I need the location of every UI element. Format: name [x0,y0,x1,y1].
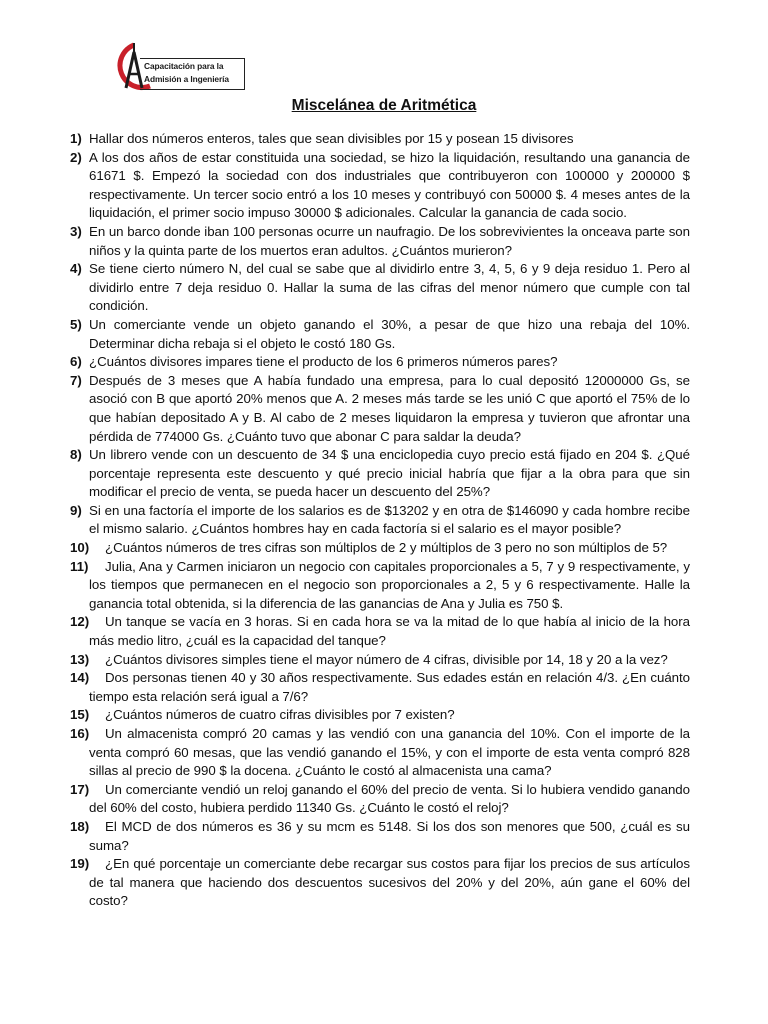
exercise-text: ¿Cuántos divisores simples tiene el mayor número de 4 cifras, divisible por 14, 18 y 20 a la vez? [105,651,668,667]
exercise-number: 7) [70,372,82,388]
exercise-text: ¿En qué porcentaje un comerciante debe recargar sus costos para fijar los precios de sus artículos de tal manera que haciendo dos descuentos sucesivos del 20% y del 20%, aún gane el 60% del costo? [89,856,690,909]
exercise-text: En un barco donde iban 100 personas ocurre un naufragio. De los sobrevivientes la onceava parte son niños y la quinta parte de los muertos eran adultos. ¿Cuántos murieron? [89,223,690,258]
exercise-item [70,372,690,446]
logo-line-1: Capacitación para la [144,61,224,71]
exercise-number: 18) [70,818,90,834]
exercise-item [70,725,690,781]
exercise-number: 1) [70,131,82,146]
exercise-item [70,316,690,353]
exercise-text: Un comerciante vendió un reloj ganando el 60% del precio de venta. Si lo hubiera vendido ganando del 60% del costo, hubiera perdido 11340 Gs. ¿Cuánto le costó el reloj? [89,781,690,816]
exercise-text: Julia, Ana y Carmen iniciaron un negocio con capitales proporcionales a 5, 7 y 9 respectivamente, y los tiempos que permanecen en el negocio son proporcionales a 2, 5 y 6 respectivamente. Halle la ganancia total obtenida, si la diferencia de las ganancias de Ana y Julia es 750 $. [89,558,690,611]
exercise-list [70,130,690,911]
logo [106,42,246,94]
exercise-item [70,706,690,725]
exercise-item [70,558,690,614]
exercise-text: Hallar dos números enteros, tales que sean divisibles por 15 y posean 15 divisores [89,131,574,146]
exercise-text: ¿Cuántos números de cuatro cifras divisibles por 7 existen? [105,707,455,723]
exercise-number: 19) [70,856,90,872]
exercise-item [70,818,690,855]
logo-line-2: Admisión a Ingeniería [144,74,229,84]
exercise-text: A los dos años de estar constituida una sociedad, se hizo la liquidación, resultando una ganancia de 61671 $. Empezó la sociedad con dos industriales que contribuyeron con 100000 y 200000 $ respectivamente. Un tercer socio entró a los 10 meses y contribuyó con 50000 $. 4 meses antes de la liquidación, el primer socio impuso 30000 $ adicionales. Calcular la ganancia de cada socio. [89,149,690,221]
exercise-item [70,353,690,372]
exercise-item [70,149,690,223]
exercise-number: 3) [70,223,82,239]
exercise-text: Si en una factoría el importe de los salarios es de $13202 y en otra de $146090 y cada hombre recibe el mismo salario. ¿Cuántos hombres hay en cada factoría si el salario es el mayor posible? [89,502,690,537]
exercise-text: El MCD de dos números es 36 y su mcm es 5148. Si los dos son menores que 500, ¿cuál es su suma? [89,818,690,853]
exercise-number: 9) [70,502,82,518]
exercise-number: 17) [70,781,90,797]
exercise-item [70,651,690,670]
exercise-number: 6) [70,354,82,370]
exercise-number: 8) [70,447,82,463]
exercise-number: 13) [70,651,90,667]
exercise-number: 4) [70,261,82,277]
exercise-text: Un almacenista compró 20 camas y las vendió con una ganancia del 10%. Con el importe de la venta compró 60 mesas, que las vendió ganando el 15%, y con el importe de esta venta compró 828 sillas al precio de 990 $ la docena. ¿Cuánto le costó al almacenista una cama? [89,726,690,779]
exercise-number: 12) [70,614,90,630]
exercise-item [70,669,690,706]
exercise-item [70,855,690,911]
exercise-number: 15) [70,707,90,723]
exercise-text: Dos personas tienen 40 y 30 años respectivamente. Sus edades están en relación 4/3. ¿En cuánto tiempo esta relación será igual a 7/6? [89,670,690,704]
exercise-number: 2) [70,149,82,165]
exercise-item [70,446,690,502]
exercise-item [70,781,690,818]
exercise-text: Un comerciante vende un objeto ganando el 30%, a pesar de que hizo una rebaja del 10%. Determinar dicha rebaja si el objeto le costó 180 Gs. [89,316,690,351]
exercise-text: Se tiene cierto número N, del cual se sabe que al dividirlo entre 3, 4, 5, 6 y 9 deja residuo 1. Pero al dividirlo entre 7 deja residuo 0. Hallar la suma de las cifras del menor número que cumple con tal condición. [89,261,690,314]
exercise-text: Después de 3 meses que A había fundado una empresa, para lo cual depositó 12000000 Gs, se asoció con B que aportó 20% menos que A. 2 meses más tarde se les unió C que aportó el 75% de lo que habían depositado A y B. Al cabo de 2 meses liquidaron la empresa y tuvieron que afrontar una pérdida de 774000 Gs. ¿Cuánto tuvo que abonar C para saldar la deuda? [89,372,690,444]
logo-text-box [140,58,245,90]
exercise-item [70,260,690,316]
exercise-number: 16) [70,726,90,741]
page-title: Miscelánea de Aritmética [291,97,477,114]
exercise-text: Un librero vende con un descuento de 34 $ una enciclopedia cuyo precio está fijado en 204 $. ¿Qué porcentaje representa este descuento y qué precio inicial habría que fijar a la obra para que sin modificar el precio de venta, se pueda hacer un descuento del 25%? [89,447,690,500]
exercise-text: Un tanque se vacía en 3 horas. Si en cada hora se va la mitad de lo que había al inicio de la hora más medio litro, ¿cuál es la capacidad del tanque? [89,614,690,649]
exercise-number: 5) [70,316,82,332]
exercise-number: 10) [70,540,90,556]
exercise-item [70,130,690,149]
exercise-number: 11) [70,558,89,574]
exercise-text: ¿Cuántos números de tres cifras son múltiplos de 2 y múltiplos de 3 pero no son múltiplos de 5? [105,540,668,556]
exercise-item [70,223,690,260]
exercise-item [70,539,690,558]
exercise-item [70,613,690,650]
exercise-number: 14) [70,670,90,686]
exercise-item [70,502,690,539]
exercise-text: ¿Cuántos divisores impares tiene el producto de los 6 primeros números pares? [89,354,558,370]
